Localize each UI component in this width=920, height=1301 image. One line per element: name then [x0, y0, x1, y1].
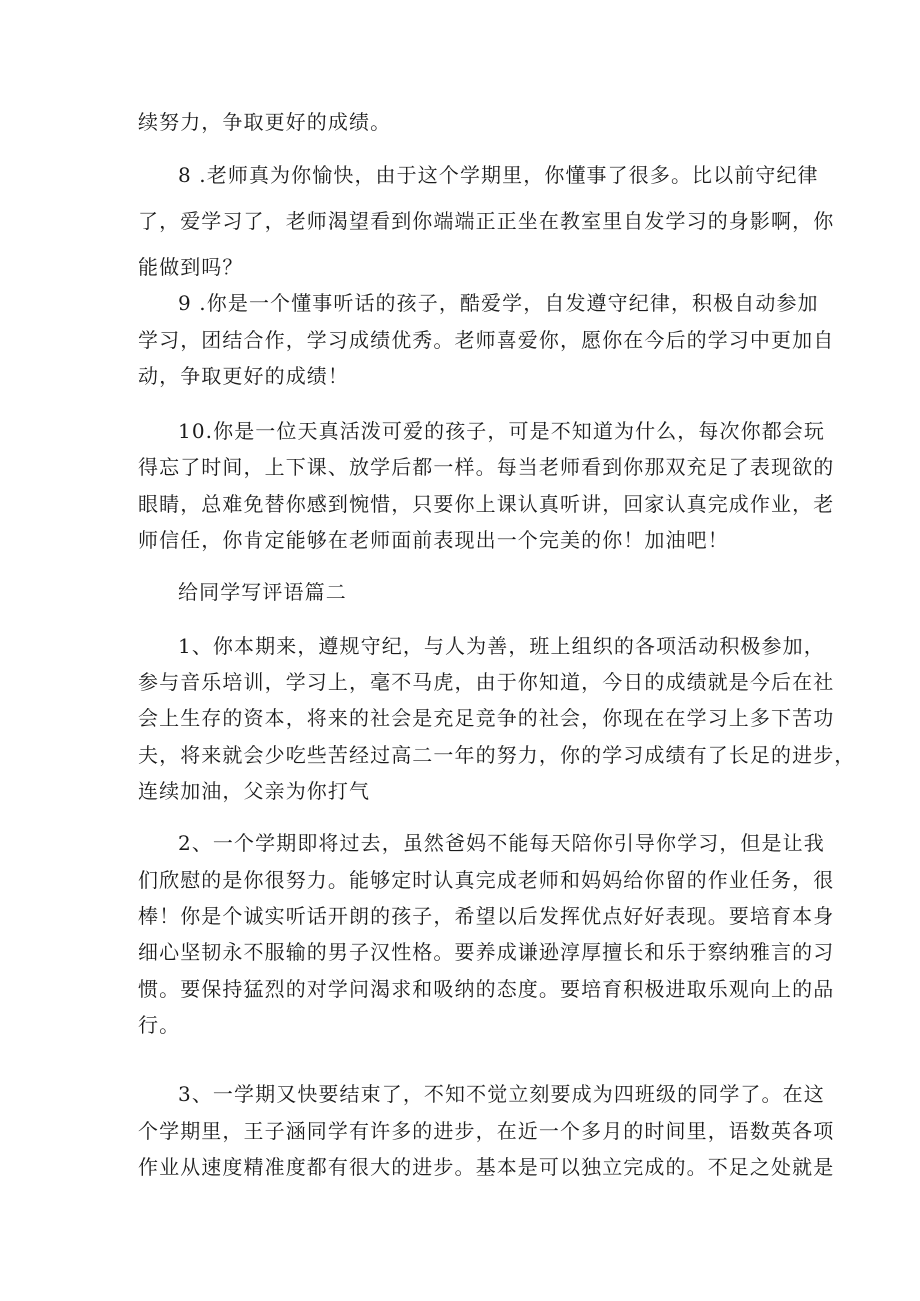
paragraph-7-line-3: 棒！你是个诚实听话开朗的孩子，希望以后发挥优点好好表现。要培育本身 — [138, 904, 835, 928]
paragraph-6-line-2: 参与音乐培训，学习上，毫不马虎，由于你知道，今日的成绩就是今后在社 — [138, 670, 835, 694]
paragraph-3-line-3: 动，争取更好的成绩！ — [138, 364, 349, 388]
section-heading: 给同学写评语篇二 — [178, 580, 347, 604]
paragraph-7-line-6: 行。 — [138, 1013, 181, 1037]
paragraph-4-line-4: 师信任，你肯定能够在老师面前表现出一个完美的你！加油吧！ — [138, 528, 729, 552]
paragraph-7-line-4: 细心坚韧永不服输的男子汉性格。要养成谦逊淳厚擅长和乐于察纳雅言的习 — [138, 940, 835, 964]
paragraph-6-line-4: 夫，将来就会少吃些苦经过高二一年的努力，你的学习成绩有了长足的进步， — [138, 743, 856, 767]
paragraph-1-line-1: 续努力，争取更好的成绩。 — [138, 110, 392, 134]
paragraph-2-line-3: 能做到吗？ — [138, 255, 244, 279]
paragraph-6-line-3: 会上生存的资本，将来的社会是充足竞争的社会，你现在在学习上多下苦功 — [138, 706, 835, 730]
paragraph-8-line-1: 3、一学期又快要结束了，不知不觉立刻要成为四班级的同学了。在这 — [178, 1082, 825, 1106]
paragraph-6-line-5: 连续加油，父亲为你打气 — [138, 779, 371, 803]
paragraph-8-line-3: 作业从速度精准度都有很大的进步。基本是可以独立完成的。不足之处就是 — [138, 1155, 835, 1179]
paragraph-6-line-1: 1、你本期来，遵规守纪，与人为善，班上组织的各项活动积极参加， — [178, 634, 825, 658]
paragraph-2-line-2: 了，爱学习了，老师渴望看到你端端正正坐在教室里自发学习的身影啊，你 — [138, 209, 835, 233]
paragraph-4-line-2: 得忘了时间，上下课、放学后都一样。每当老师看到你那双充足了表现欲的 — [138, 455, 835, 479]
paragraph-3-line-1: 9 .你是一个懂事听话的孩子，酷爱学，自发遵守纪律，积极自动参加 — [178, 291, 819, 315]
paragraph-4-line-1: 10.你是一位天真活泼可爱的孩子，可是不知道为什么，每次你都会玩 — [178, 419, 826, 443]
paragraph-8-line-2: 个学期里，王子涵同学有许多的进步，在近一个多月的时间里，语数英各项 — [138, 1119, 835, 1143]
paragraph-2-line-1: 8 .老师真为你愉快，由于这个学期里，你懂事了很多。比以前守纪律 — [178, 163, 819, 187]
paragraph-7-line-2: 们欣慰的是你很努力。能够定时认真完成老师和妈妈给你留的作业任务，很 — [138, 868, 835, 892]
paragraph-7-line-5: 惯。要保持猛烈的对学问渴求和吸纳的态度。要培育积极进取乐观向上的品 — [138, 977, 835, 1001]
paragraph-3-line-2: 学习，团结合作，学习成绩优秀。老师喜爱你，愿你在今后的学习中更加自 — [138, 328, 835, 352]
paragraph-7-line-1: 2、一个学期即将过去，虽然爸妈不能每天陪你引导你学习，但是让我 — [178, 831, 825, 855]
paragraph-4-line-3: 眼睛，总难免替你感到惋惜，只要你上课认真听讲，回家认真完成作业，老 — [138, 492, 835, 516]
